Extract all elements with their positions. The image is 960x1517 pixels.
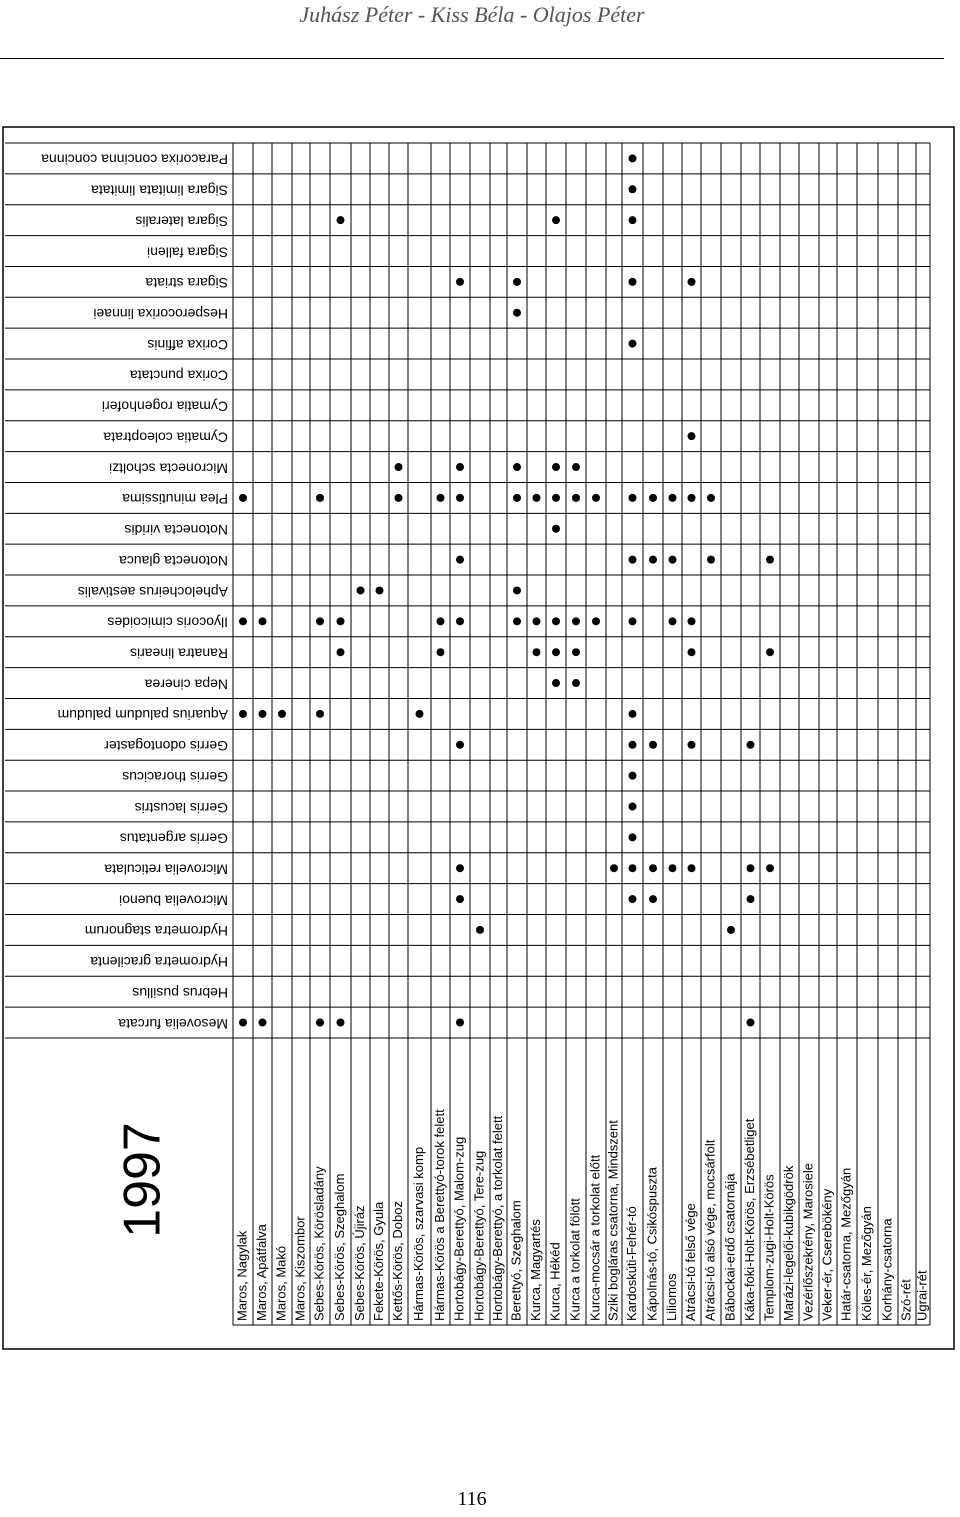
presence-dot: [592, 494, 600, 502]
site-label: Sebes-Körös, Újiráz: [351, 1205, 367, 1321]
presence-dot: [476, 926, 484, 934]
site-label: Hortobágy-Berettyó, a torkolat felett: [489, 1115, 505, 1321]
presence-dot: [239, 494, 247, 502]
species-label: Hebrus pusillus: [132, 984, 228, 1001]
site-label: Berettyó, Szeghalom: [508, 1200, 524, 1321]
presence-dot: [629, 802, 637, 810]
presence-dot: [629, 772, 637, 780]
species-label: Cymatia coleoptrata: [103, 429, 228, 446]
presence-dot: [629, 895, 637, 903]
presence-dot: [669, 556, 677, 564]
year-label: 1997: [113, 1122, 172, 1238]
presence-dot: [629, 710, 637, 718]
site-label: Köles-ér, Mezőgyán: [858, 1206, 874, 1321]
presence-dot: [629, 494, 637, 502]
site-label: Kettős-Körös, Doboz: [389, 1201, 405, 1321]
site-label: Maros, Makó: [273, 1245, 289, 1321]
presence-dot: [456, 278, 464, 286]
species-label: Gerris lacustris: [134, 799, 228, 816]
species-label: Micronecta scholtzi: [108, 460, 228, 477]
presence-dot: [533, 494, 541, 502]
presence-dot: [629, 864, 637, 872]
site-label: Veker-ér, Cserebökény: [819, 1188, 835, 1321]
presence-dot: [747, 895, 755, 903]
presence-dot: [513, 617, 521, 625]
presence-dot: [416, 710, 424, 718]
presence-dot: [649, 864, 657, 872]
presence-dot: [629, 278, 637, 286]
presence-dot: [239, 1019, 247, 1027]
site-label: Vezérlőszekrény, Marosiele: [800, 1163, 816, 1321]
site-label: Kurca-mocsár a torkolat előtt: [587, 1154, 603, 1321]
presence-dot: [629, 741, 637, 749]
presence-dot: [239, 710, 247, 718]
presence-dot: [357, 586, 365, 594]
presence-dot: [456, 463, 464, 471]
presence-dot: [456, 556, 464, 564]
presence-dot: [629, 617, 637, 625]
site-label: Korhány-csatorna: [879, 1218, 895, 1321]
presence-dot: [688, 617, 696, 625]
site-label: Hortobágy-Berettyó, Tere-zug: [471, 1150, 487, 1321]
species-label: Notonecta glauca: [119, 552, 228, 569]
presence-dot: [513, 278, 521, 286]
presence-dot: [669, 494, 677, 502]
species-label: Paracorixa concinna concinna: [41, 151, 228, 168]
species-label: Aphelocheirus aestivalis: [77, 583, 228, 600]
species-label: Plea minutissima: [122, 491, 228, 508]
presence-dot: [259, 1019, 267, 1027]
presence-dot: [552, 617, 560, 625]
site-label: Atrácsi-tó alsó vége, mocsárfolt: [702, 1139, 718, 1321]
presence-dot: [688, 864, 696, 872]
presence-dot: [629, 154, 637, 162]
site-label: Atrácsi-tó felső vége: [682, 1203, 698, 1321]
presence-dot: [629, 185, 637, 193]
presence-dot: [552, 525, 560, 533]
presence-dot: [747, 864, 755, 872]
presence-dot: [278, 710, 286, 718]
presence-dot: [727, 926, 735, 934]
presence-dot: [513, 309, 521, 317]
species-label: Microvelia reticulata: [104, 861, 228, 878]
presence-dot: [688, 648, 696, 656]
presence-dot: [552, 494, 560, 502]
presence-dot: [669, 864, 677, 872]
presence-dot: [395, 494, 403, 502]
presence-dot: [572, 617, 580, 625]
species-label: Hydrometra gracilenta: [90, 954, 228, 971]
presence-dot: [629, 216, 637, 224]
presence-dot: [688, 741, 696, 749]
species-label: Sigara striata: [145, 275, 228, 292]
presence-dot: [572, 648, 580, 656]
species-label: Notonecta viridis: [124, 522, 228, 539]
site-label: Liliomos: [663, 1273, 679, 1321]
species-label: Hesperocorixa linnaei: [93, 306, 228, 323]
presence-dot: [552, 463, 560, 471]
presence-dot: [259, 617, 267, 625]
presence-dot: [572, 494, 580, 502]
presence-dot: [649, 494, 657, 502]
presence-dot: [456, 741, 464, 749]
species-label: Gerris odontogaster: [104, 738, 228, 755]
site-label: Kardoskúti-Fehér-tó: [623, 1206, 639, 1321]
species-label: Cymatia rogenhoferi: [101, 398, 228, 415]
presence-dot: [572, 679, 580, 687]
presence-dot: [533, 617, 541, 625]
presence-dot: [766, 648, 774, 656]
presence-dot: [766, 556, 774, 564]
site-label: Szó-rét: [898, 1279, 914, 1321]
presence-dot: [649, 741, 657, 749]
presence-dot: [337, 648, 345, 656]
site-label: Sziki bogláras csatorna, Mindszent: [605, 1120, 621, 1321]
site-labels: [234, 1109, 929, 1321]
species-label: Sigara limitata limitata: [91, 182, 228, 199]
species-label: Microvelia buenoi: [119, 892, 228, 909]
presence-dot: [456, 1019, 464, 1027]
presence-dot: [552, 679, 560, 687]
presence-dot: [513, 494, 521, 502]
site-label: Sebes-Körös, Körösladány: [311, 1166, 327, 1321]
presence-dot: [629, 833, 637, 841]
presence-dot: [747, 741, 755, 749]
presence-dot: [707, 494, 715, 502]
species-label: Gerris argentatus: [119, 830, 228, 847]
site-label: Bábockai-erdő csatornája: [722, 1173, 738, 1321]
site-label: Kurca, Hékéd: [547, 1242, 563, 1321]
presence-dot: [572, 463, 580, 471]
site-label: Kápolnás-tó, Csikóspuszta: [644, 1167, 660, 1321]
species-label: Corixa punctata: [129, 367, 228, 384]
species-label: Corixa affinis: [147, 336, 228, 353]
presence-dot: [688, 494, 696, 502]
presence-dot: [629, 340, 637, 348]
presence-dot: [456, 617, 464, 625]
site-label: Kurca a torkolat fölött: [567, 1198, 583, 1321]
presence-dot: [337, 1019, 345, 1027]
site-label: Fekete-Körös, Gyula: [370, 1201, 386, 1321]
presence-dot: [395, 463, 403, 471]
presence-dot: [316, 1019, 324, 1027]
presence-dot: [376, 586, 384, 594]
presence-dot: [239, 617, 247, 625]
site-label: Határ-csatorna, Mezőgyán: [838, 1167, 854, 1321]
site-label: Hármas-Körös a Berettyó-torok felett: [431, 1109, 447, 1321]
presence-dot: [316, 710, 324, 718]
presence-dot: [513, 463, 521, 471]
species-label: Sigara lateralis: [135, 213, 228, 230]
site-label: Maros, Nagylak: [234, 1230, 250, 1321]
site-label: Sebes-Körös, Szeghalom: [331, 1173, 347, 1321]
presence-dot: [649, 895, 657, 903]
species-label: Aquarius paludum paludum: [57, 707, 228, 724]
site-label: Ugrai-rét: [914, 1270, 930, 1321]
presence-dot: [456, 895, 464, 903]
site-label: Maros, Kiszombor: [292, 1216, 308, 1321]
presence-dot: [259, 710, 267, 718]
species-label: Mesovelia furcata: [118, 1015, 228, 1032]
presence-dot: [533, 648, 541, 656]
presence-dot: [688, 278, 696, 286]
presence-dot: [649, 556, 657, 564]
presence-dot: [688, 432, 696, 440]
species-label: Hydrometra stagnorum: [84, 923, 228, 940]
presence-dot: [456, 494, 464, 502]
presence-dot: [592, 617, 600, 625]
species-label: Nepa cinerea: [144, 676, 228, 693]
species-label: Sigara falleni: [147, 244, 228, 261]
site-label: Hortobágy-Berettyó, Malom-zug: [451, 1136, 467, 1321]
site-label: Maros, Apátfalva: [253, 1224, 269, 1321]
presence-dot: [669, 617, 677, 625]
presence-dot: [316, 617, 324, 625]
species-label: Ilyocoris cimicoides: [107, 614, 228, 631]
presence-dot: [437, 648, 445, 656]
presence-dot: [552, 216, 560, 224]
site-label: Templom-zugi-Holt-Körös: [761, 1174, 777, 1321]
presence-dot: [456, 864, 464, 872]
presence-dot: [747, 1019, 755, 1027]
presence-dot: [337, 617, 345, 625]
species-label: Ranatra linearis: [129, 645, 228, 662]
page-number: 116: [457, 1488, 487, 1510]
presence-dot: [629, 556, 637, 564]
presence-dot: [610, 864, 618, 872]
presence-dot: [513, 586, 521, 594]
presence-dot: [766, 864, 774, 872]
site-label: Hármas-Körös, szarvasi komp: [410, 1146, 426, 1321]
site-label: Kurca, Magyartés: [527, 1219, 543, 1321]
presence-dot: [437, 617, 445, 625]
presence-dot: [552, 648, 560, 656]
site-label: Marázi-legelői-kubikgödrök: [780, 1165, 796, 1321]
species-label: Gerris thoracicus: [122, 768, 228, 785]
running-header: Juhász Péter - Kiss Béla - Olajos Péter: [299, 2, 645, 27]
site-label: Káka-foki-Holt-Körös, Erzsébetliget: [741, 1118, 757, 1321]
presence-dot: [316, 494, 324, 502]
presence-dot: [437, 494, 445, 502]
presence-dot: [337, 216, 345, 224]
presence-dot: [707, 556, 715, 564]
species-labels: [41, 152, 228, 1032]
